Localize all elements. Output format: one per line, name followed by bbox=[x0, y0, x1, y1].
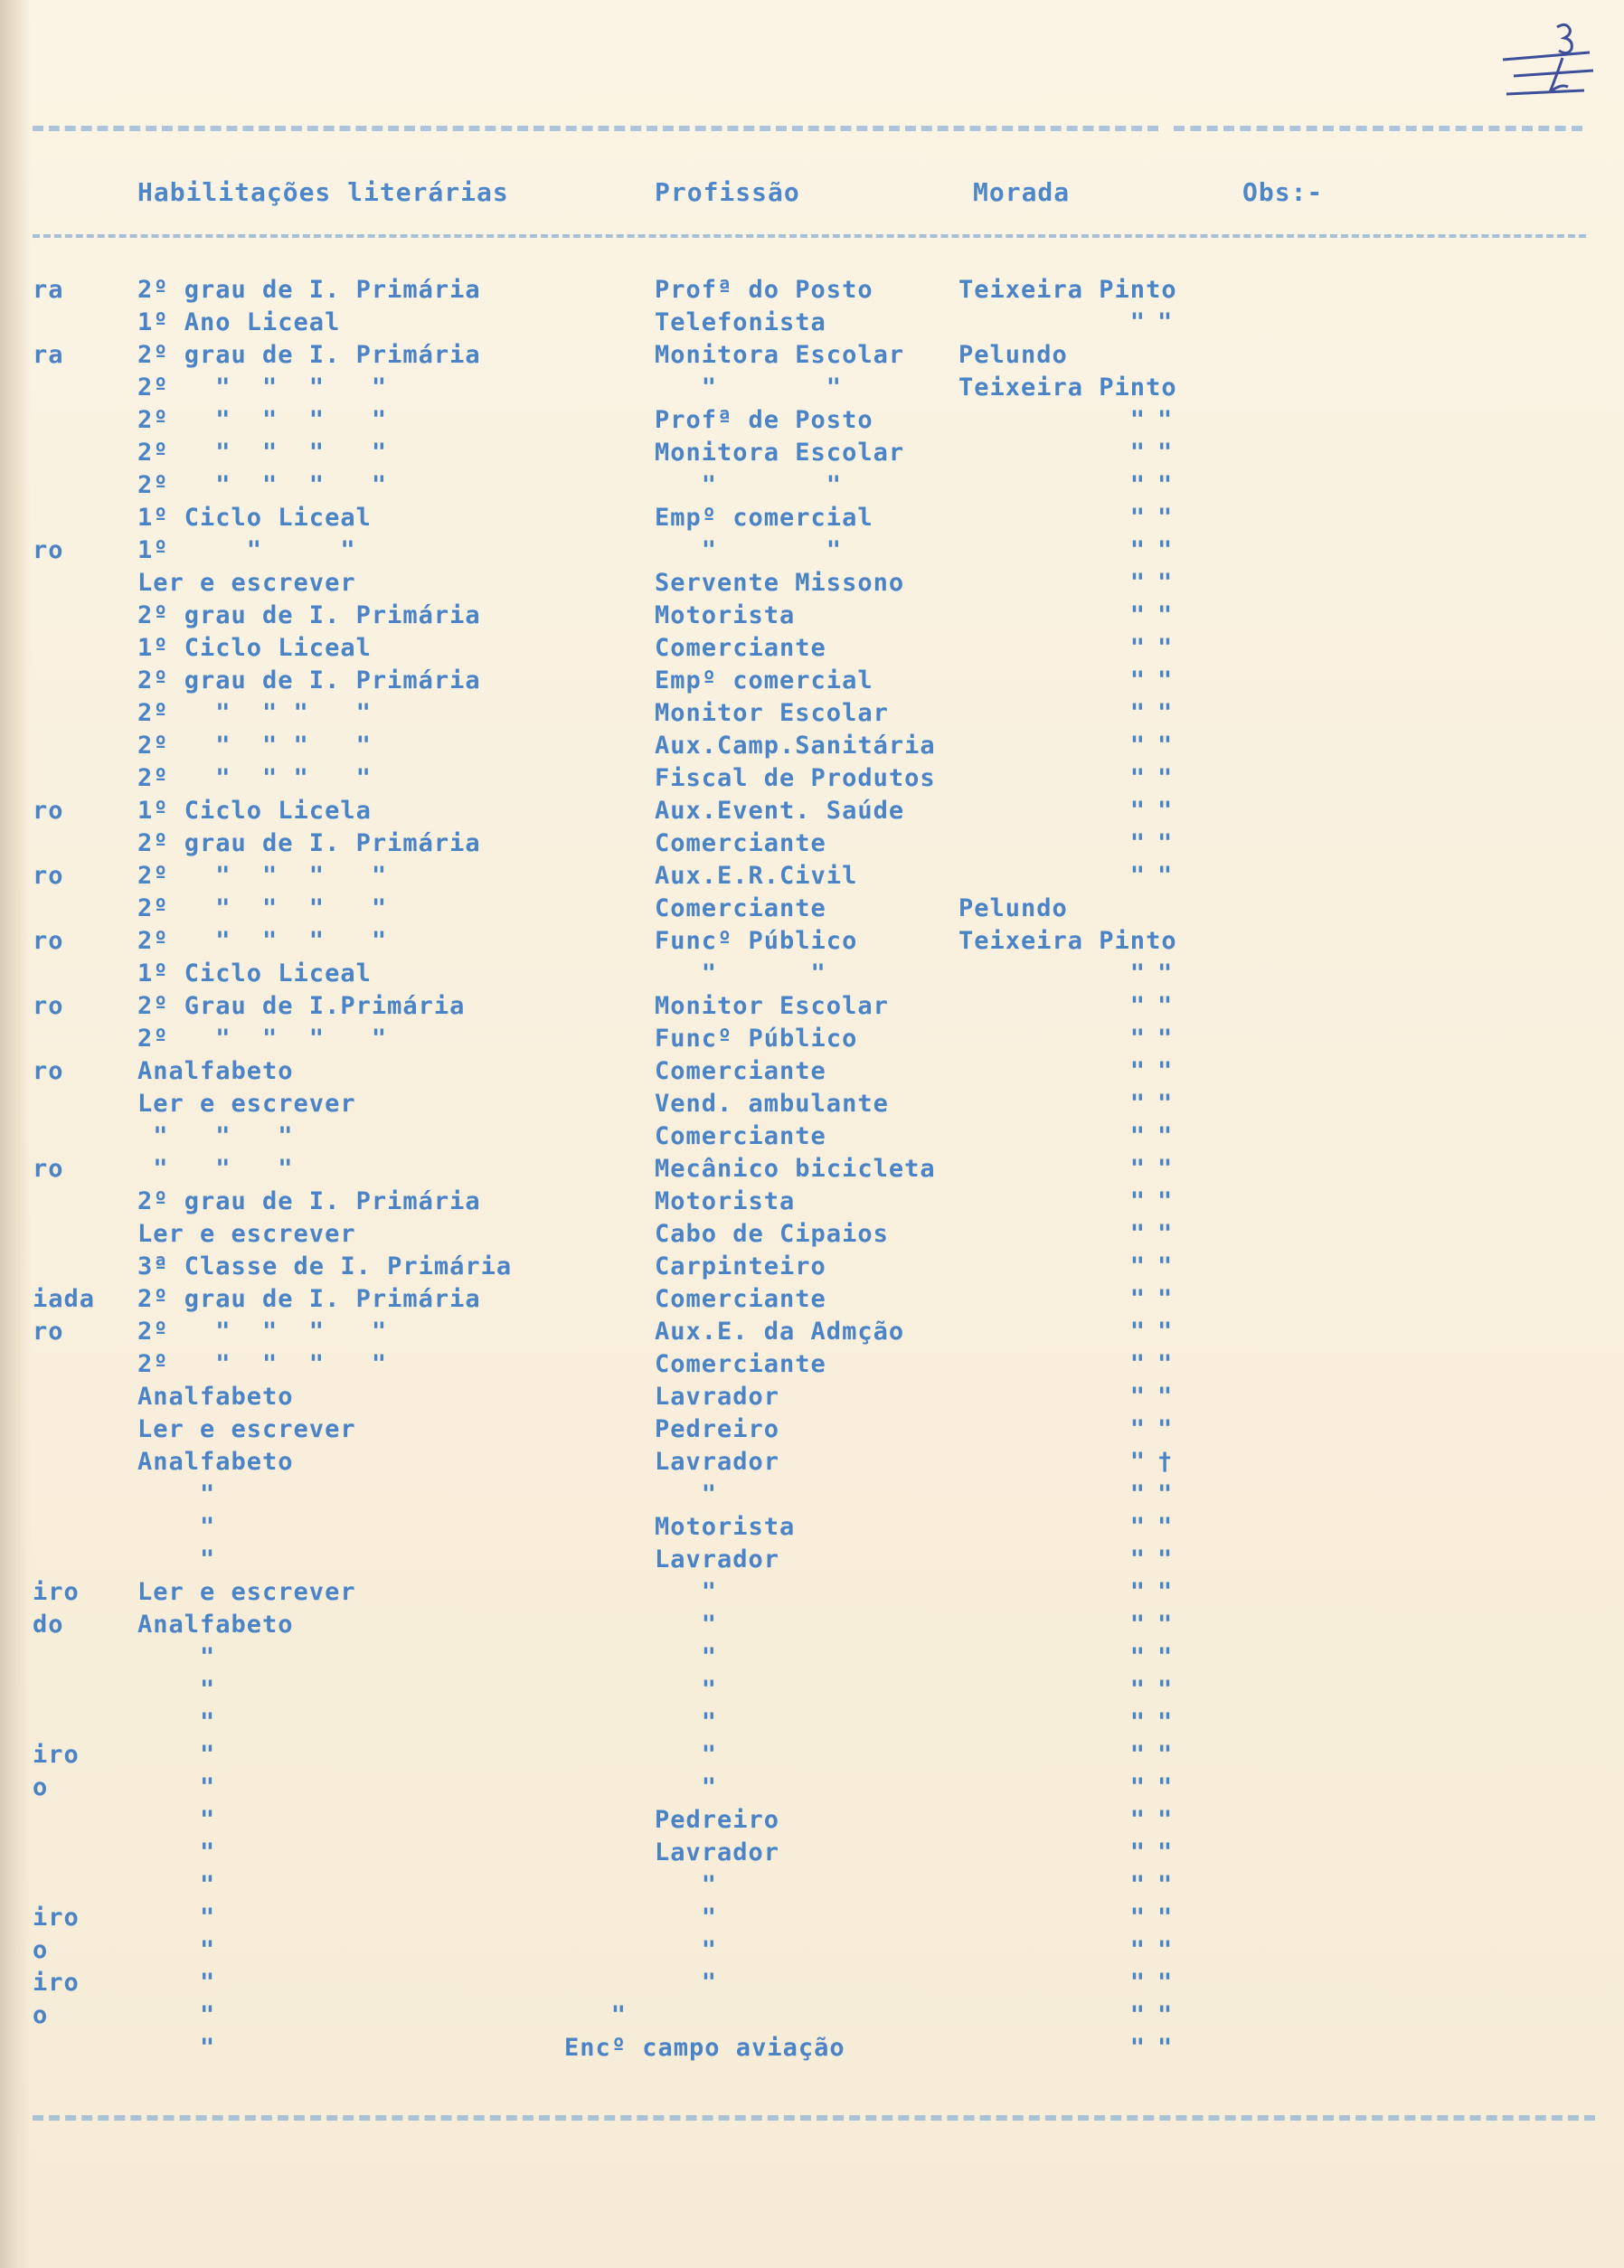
cell-prof: Profª de Posto bbox=[655, 406, 873, 434]
table-row bbox=[0, 893, 1624, 925]
cell-mor1: " bbox=[958, 1122, 1147, 1150]
cell-prof: Monitor Escolar bbox=[655, 699, 889, 727]
cell-mor2: " bbox=[1157, 1187, 1174, 1215]
cell-mor1: " bbox=[958, 666, 1147, 695]
cell-mor2: " bbox=[1157, 1545, 1174, 1573]
cell-hab: 2º " " " " bbox=[137, 1350, 388, 1378]
cell-mor1: " bbox=[958, 1513, 1147, 1541]
cell-mor1: " bbox=[958, 536, 1147, 564]
cell-mor2: " bbox=[1157, 439, 1174, 467]
table-row bbox=[0, 404, 1624, 437]
cell-hab: 2º grau de I. Primária bbox=[137, 601, 481, 629]
cell-prof: Cabo de Cipaios bbox=[655, 1220, 889, 1248]
header-profissao: Profissão bbox=[655, 177, 800, 207]
table-row bbox=[0, 925, 1624, 958]
cell-hab: 2º grau de I. Primária bbox=[137, 276, 481, 304]
cell-edge: iro bbox=[33, 1969, 80, 1997]
top-rule-left bbox=[33, 126, 1158, 131]
cell-prof: Carpinteiro bbox=[655, 1252, 826, 1280]
cell-mor1: " bbox=[958, 1252, 1147, 1280]
cell-prof: " bbox=[655, 1708, 718, 1736]
table-row bbox=[0, 1251, 1624, 1283]
cell-prof: Pedreiro bbox=[655, 1806, 780, 1834]
cell-prof: Servente Missono bbox=[655, 569, 905, 597]
cell-mor2: " bbox=[1157, 1350, 1174, 1378]
cell-mor2: " bbox=[1157, 1285, 1174, 1313]
cell-mor1: " bbox=[958, 1871, 1147, 1899]
cell-hab: 2º " " " " bbox=[137, 1318, 388, 1346]
cell-mor1: " bbox=[958, 1285, 1147, 1313]
table-row bbox=[0, 730, 1624, 762]
cell-mor1: " bbox=[958, 471, 1147, 499]
cell-hab: " bbox=[137, 1741, 216, 1769]
cell-mor2: " bbox=[1157, 1741, 1174, 1769]
cell-edge: iro bbox=[33, 1741, 80, 1769]
header-habilitacoes: Habilitações literárias bbox=[137, 177, 509, 207]
top-rule-right bbox=[1174, 126, 1582, 131]
table-row bbox=[0, 1186, 1624, 1218]
cell-mor2: " bbox=[1157, 1871, 1174, 1899]
cell-mor2: " bbox=[1157, 1057, 1174, 1085]
table-row bbox=[0, 1967, 1624, 1999]
header-rule bbox=[33, 234, 1586, 238]
cell-prof: " " bbox=[655, 536, 843, 564]
cell-mor1: " bbox=[958, 959, 1147, 988]
table-row bbox=[0, 307, 1624, 339]
cell-hab: " bbox=[137, 1936, 216, 1964]
table-row bbox=[0, 1153, 1624, 1186]
cell-hab: " bbox=[137, 1773, 216, 1801]
cell-hab: 2º " " " " bbox=[137, 373, 388, 402]
cell-mor1: " bbox=[958, 764, 1147, 792]
cell-prof: " bbox=[655, 1904, 718, 1932]
cell-mor2: " bbox=[1157, 1936, 1174, 1964]
cell-hab: Ler e escrever bbox=[137, 1220, 356, 1248]
table-row bbox=[0, 1316, 1624, 1348]
cell-mor2: " bbox=[1157, 504, 1174, 532]
cell-mor2: " bbox=[1157, 601, 1174, 629]
cell-mor2: " bbox=[1157, 1969, 1174, 1997]
cell-prof: " " bbox=[655, 471, 843, 499]
table-row bbox=[0, 1641, 1624, 1674]
cell-mor1: " bbox=[958, 1806, 1147, 1834]
table-row bbox=[0, 1088, 1624, 1120]
cell-mor1: " bbox=[958, 1220, 1147, 1248]
table-row bbox=[0, 339, 1624, 372]
cell-mor2: " bbox=[1157, 764, 1174, 792]
table-row bbox=[0, 1348, 1624, 1381]
cell-prof: Comerciante bbox=[655, 1122, 826, 1150]
cell-prof: Encº campo aviação bbox=[564, 2034, 845, 2062]
header-morada: Morada bbox=[973, 177, 1071, 207]
cell-edge: ro bbox=[33, 797, 64, 825]
table-row bbox=[0, 1576, 1624, 1609]
cell-mor1: " bbox=[958, 308, 1147, 336]
cell-mor2: " bbox=[1157, 406, 1174, 434]
cell-prof: Motorista bbox=[655, 1187, 796, 1215]
cell-mor2: " bbox=[1157, 471, 1174, 499]
cell-mor2: " bbox=[1157, 1318, 1174, 1346]
table-row bbox=[0, 665, 1624, 697]
cell-mor1: " bbox=[958, 504, 1147, 532]
cell-edge: ra bbox=[33, 276, 64, 304]
cell-mor1: " bbox=[958, 1415, 1147, 1443]
cell-prof: " bbox=[655, 1676, 718, 1704]
cell-hab: " bbox=[137, 1480, 216, 1508]
cell-edge: o bbox=[33, 1936, 49, 1964]
cell-hab: Analfabeto bbox=[137, 1611, 294, 1639]
cell-mor2: " bbox=[1157, 1806, 1174, 1834]
table-row bbox=[0, 1934, 1624, 1967]
cell-prof: Aux.E. da Admção bbox=[655, 1318, 905, 1346]
cell-mor1: " bbox=[958, 797, 1147, 825]
cell-prof: " bbox=[655, 1643, 718, 1671]
cell-mor1: " bbox=[958, 1545, 1147, 1573]
cell-hab: " bbox=[137, 1871, 216, 1899]
cell-edge: do bbox=[33, 1611, 64, 1639]
cell-hab: 1º Ciclo Liceal bbox=[137, 504, 372, 532]
table-row bbox=[0, 1772, 1624, 1804]
cell-hab: 2º grau de I. Primária bbox=[137, 666, 481, 695]
table-row bbox=[0, 1023, 1624, 1055]
cell-mor1: " bbox=[958, 1741, 1147, 1769]
cell-hab: " bbox=[137, 1806, 216, 1834]
table-row bbox=[0, 1218, 1624, 1251]
cell-prof: Empº comercial bbox=[655, 666, 873, 695]
cell-prof: " bbox=[655, 1611, 718, 1639]
cell-hab: 2º " " " " bbox=[137, 894, 388, 922]
cell-mor1: " bbox=[958, 1025, 1147, 1053]
cell-hab: 1º Ciclo Liceal bbox=[137, 634, 372, 662]
cell-edge: ro bbox=[33, 862, 64, 890]
table-row bbox=[0, 1544, 1624, 1576]
table-row bbox=[0, 1804, 1624, 1837]
table-row bbox=[0, 1055, 1624, 1088]
cell-hab: " bbox=[137, 1513, 216, 1541]
cell-hab: 2º " " " " bbox=[137, 927, 388, 955]
table-row bbox=[0, 534, 1624, 567]
cell-edge: o bbox=[33, 2001, 49, 2029]
cell-prof: Motorista bbox=[655, 601, 796, 629]
cell-mor1: " bbox=[958, 1090, 1147, 1118]
table-row bbox=[0, 1511, 1624, 1544]
cell-mor2: " bbox=[1157, 732, 1174, 760]
table-row bbox=[0, 990, 1624, 1023]
table-row bbox=[0, 2032, 1624, 2065]
cell-prof: Comerciante bbox=[655, 1057, 826, 1085]
cell-mor1: " bbox=[958, 1578, 1147, 1606]
cell-prof: " bbox=[655, 1741, 718, 1769]
cell-mor2: " bbox=[1157, 1643, 1174, 1671]
cell-mor2: " bbox=[1157, 2034, 1174, 2062]
cell-hab: 2º " " " " bbox=[137, 764, 372, 792]
table-row bbox=[0, 827, 1624, 860]
cell-hab: " bbox=[137, 1838, 216, 1866]
table-row bbox=[0, 1739, 1624, 1772]
cell-mor2: " bbox=[1157, 1415, 1174, 1443]
cell-hab: " bbox=[137, 2001, 216, 2029]
cell-hab: 1º Ciclo Licela bbox=[137, 797, 372, 825]
cell-prof: Comerciante bbox=[655, 1285, 826, 1313]
cell-hab: " bbox=[137, 1708, 216, 1736]
cell-mor2: " bbox=[1157, 1090, 1174, 1118]
cell-prof: Comerciante bbox=[655, 894, 826, 922]
cell-mor2: " bbox=[1157, 1155, 1174, 1183]
cell-prof: Comerciante bbox=[655, 829, 826, 857]
table-row bbox=[0, 1902, 1624, 1934]
cell-mor2: " bbox=[1157, 666, 1174, 695]
cell-hab: " bbox=[137, 1545, 216, 1573]
cell-mor1: " bbox=[958, 1155, 1147, 1183]
cell-mor2: " bbox=[1157, 1904, 1174, 1932]
cell-edge: ro bbox=[33, 1318, 64, 1346]
cell-prof: Monitora Escolar bbox=[655, 439, 905, 467]
cell-mor1: " bbox=[958, 1611, 1147, 1639]
cell-edge: ra bbox=[33, 341, 64, 369]
cell-hab: Ler e escrever bbox=[137, 1578, 356, 1606]
cell-mor1: " bbox=[958, 1838, 1147, 1866]
table-row bbox=[0, 1479, 1624, 1511]
cell-mor1: " bbox=[958, 1448, 1147, 1476]
table-row bbox=[0, 600, 1624, 632]
cell-mor2: " bbox=[1157, 1220, 1174, 1248]
cell-mor1: " bbox=[958, 1480, 1147, 1508]
table-row bbox=[0, 469, 1624, 502]
cell-mor1: " bbox=[958, 1708, 1147, 1736]
cell-prof: " bbox=[655, 1936, 718, 1964]
cell-mor1: " bbox=[958, 406, 1147, 434]
cell-hab: 1º Ano Liceal bbox=[137, 308, 341, 336]
cell-mor2: " bbox=[1157, 569, 1174, 597]
cell-edge: iada bbox=[33, 1285, 96, 1313]
table-row bbox=[0, 1446, 1624, 1479]
cell-prof: Lavrador bbox=[655, 1838, 780, 1866]
cell-prof: Profª do Posto bbox=[655, 276, 873, 304]
table-row bbox=[0, 437, 1624, 469]
cell-prof: " bbox=[655, 1969, 718, 1997]
cell-edge: ro bbox=[33, 927, 64, 955]
cell-hab: 2º " " " " bbox=[137, 732, 372, 760]
cell-edge: ro bbox=[33, 1155, 64, 1183]
table-row bbox=[0, 1999, 1624, 2032]
cell-hab: " " " bbox=[137, 1155, 294, 1183]
cell-prof: " bbox=[655, 1773, 718, 1801]
cell-hab: 2º " " " " bbox=[137, 439, 388, 467]
cell-prof: Lavrador bbox=[655, 1448, 780, 1476]
table-row bbox=[0, 372, 1624, 404]
table-row bbox=[0, 1674, 1624, 1706]
cell-hab: 2º Grau de I.Primária bbox=[137, 992, 466, 1020]
cell-prof: Fiscal de Produtos bbox=[655, 764, 936, 792]
cell-prof: " " bbox=[655, 373, 843, 402]
cell-prof: " bbox=[655, 1480, 718, 1508]
cell-prof: " " bbox=[655, 959, 826, 988]
cell-hab: Ler e escrever bbox=[137, 1415, 356, 1443]
table-row bbox=[0, 697, 1624, 730]
cell-hab: 2º grau de I. Primária bbox=[137, 1285, 481, 1313]
table-row bbox=[0, 762, 1624, 795]
cell-hab: 2º " " " " bbox=[137, 406, 388, 434]
cell-mor1: " bbox=[958, 569, 1147, 597]
cell-mor2: " bbox=[1157, 1383, 1174, 1411]
cell-mor2: † bbox=[1157, 1448, 1174, 1476]
cell-hab: " bbox=[137, 1676, 216, 1704]
table-row bbox=[0, 1283, 1624, 1316]
cell-hab: Analfabeto bbox=[137, 1057, 294, 1085]
cell-hab: 2º grau de I. Primária bbox=[137, 341, 481, 369]
table-body bbox=[0, 274, 1624, 2092]
cell-mor1: " bbox=[958, 992, 1147, 1020]
cell-hab: " bbox=[137, 1904, 216, 1932]
cell-mor2: " bbox=[1157, 1513, 1174, 1541]
cell-mor1: " bbox=[958, 829, 1147, 857]
cell-prof: " bbox=[655, 1578, 718, 1606]
cell-hab: " bbox=[137, 2034, 216, 2062]
cell-prof: Monitora Escolar bbox=[655, 341, 905, 369]
cell-mor1: " bbox=[958, 1904, 1147, 1932]
table-row bbox=[0, 632, 1624, 665]
cell-prof: Aux.Camp.Sanitária bbox=[655, 732, 936, 760]
cell-mor2: " bbox=[1157, 536, 1174, 564]
cell-mor2: " bbox=[1157, 829, 1174, 857]
cell-mor2: " bbox=[1157, 1611, 1174, 1639]
cell-hab: 2º " " " " bbox=[137, 471, 388, 499]
cell-edge: ro bbox=[33, 992, 64, 1020]
cell-hab: " bbox=[137, 1969, 216, 1997]
table-row bbox=[0, 1120, 1624, 1153]
cell-mor1: " bbox=[958, 439, 1147, 467]
cell-prof: Aux.E.R.Civil bbox=[655, 862, 858, 890]
cell-mor2: " bbox=[1157, 1773, 1174, 1801]
cell-prof: Comerciante bbox=[655, 1350, 826, 1378]
table-row bbox=[0, 795, 1624, 827]
table-row bbox=[0, 1706, 1624, 1739]
cell-mor2: " bbox=[1157, 699, 1174, 727]
table-row bbox=[0, 1837, 1624, 1869]
cell-mor2: " bbox=[1157, 1252, 1174, 1280]
cell-mor1: " bbox=[958, 2034, 1147, 2062]
table-row bbox=[0, 1381, 1624, 1413]
cell-hab: 2º " " " " bbox=[137, 862, 388, 890]
cell-edge: ro bbox=[33, 536, 64, 564]
handwritten-page-number bbox=[1494, 20, 1602, 110]
cell-mor2: " bbox=[1157, 1838, 1174, 1866]
cell-mor1: Pelundo bbox=[958, 894, 1068, 922]
cell-mor1: " bbox=[958, 1773, 1147, 1801]
cell-prof: " bbox=[564, 2001, 628, 2029]
cell-mor2: " bbox=[1157, 1122, 1174, 1150]
cell-prof: Funcº Público bbox=[655, 1025, 858, 1053]
cell-hab: Ler e escrever bbox=[137, 1090, 356, 1118]
cell-mor1: " bbox=[958, 699, 1147, 727]
cell-mor1: " bbox=[958, 732, 1147, 760]
cell-prof: Vend. ambulante bbox=[655, 1090, 889, 1118]
cell-prof: " bbox=[655, 1871, 718, 1899]
cell-hab: 2º " " " " bbox=[137, 699, 372, 727]
cell-mor1: " bbox=[958, 1057, 1147, 1085]
cell-mor2: " bbox=[1157, 308, 1174, 336]
table-row bbox=[0, 502, 1624, 534]
cell-mor1: " bbox=[958, 1969, 1147, 1997]
cell-mor1: " bbox=[958, 1936, 1147, 1964]
cell-mor1: " bbox=[958, 634, 1147, 662]
cell-mor2: " bbox=[1157, 1708, 1174, 1736]
cell-hab: 2º " " " " bbox=[137, 1025, 388, 1053]
cell-prof: Comerciante bbox=[655, 634, 826, 662]
cell-hab: 1º " " bbox=[137, 536, 356, 564]
cell-prof: Lavrador bbox=[655, 1383, 780, 1411]
cell-hab: Analfabeto bbox=[137, 1383, 294, 1411]
cell-mor2: " bbox=[1157, 1676, 1174, 1704]
cell-prof: Motorista bbox=[655, 1513, 796, 1541]
cell-mor1: " bbox=[958, 1383, 1147, 1411]
cell-mor2: " bbox=[1157, 1578, 1174, 1606]
cell-prof: Mecânico bicicleta bbox=[655, 1155, 936, 1183]
cell-edge: iro bbox=[33, 1578, 80, 1606]
cell-edge: iro bbox=[33, 1904, 80, 1932]
cell-hab: Ler e escrever bbox=[137, 569, 356, 597]
cell-prof: Lavrador bbox=[655, 1545, 780, 1573]
cell-mor1: " bbox=[958, 1643, 1147, 1671]
cell-mor1: " bbox=[958, 1350, 1147, 1378]
cell-mor1: Teixeira Pinto bbox=[958, 927, 1177, 955]
table-row bbox=[0, 1413, 1624, 1446]
cell-mor2: " bbox=[1157, 862, 1174, 890]
cell-hab: 3ª Classe de I. Primária bbox=[137, 1252, 513, 1280]
table-row bbox=[0, 1609, 1624, 1641]
cell-mor2: " bbox=[1157, 2001, 1174, 2029]
cell-mor1: " bbox=[958, 1676, 1147, 1704]
bottom-rule bbox=[33, 2115, 1595, 2121]
cell-prof: Monitor Escolar bbox=[655, 992, 889, 1020]
cell-mor2: " bbox=[1157, 634, 1174, 662]
cell-prof: Aux.Event. Saúde bbox=[655, 797, 905, 825]
header-obs: Obs:- bbox=[1242, 177, 1324, 207]
cell-mor1: Teixeira Pinto bbox=[958, 373, 1177, 402]
cell-mor2: " bbox=[1157, 1480, 1174, 1508]
cell-hab: 2º grau de I. Primária bbox=[137, 1187, 481, 1215]
cell-mor2: " bbox=[1157, 797, 1174, 825]
cell-mor1: " bbox=[958, 1187, 1147, 1215]
cell-hab: " " " bbox=[137, 1122, 294, 1150]
table-row bbox=[0, 1869, 1624, 1902]
cell-edge: o bbox=[33, 1773, 49, 1801]
cell-mor1: Teixeira Pinto bbox=[958, 276, 1177, 304]
cell-edge: ro bbox=[33, 1057, 64, 1085]
cell-mor2: " bbox=[1157, 992, 1174, 1020]
cell-prof: Empº comercial bbox=[655, 504, 873, 532]
cell-hab: " bbox=[137, 1643, 216, 1671]
table-row bbox=[0, 860, 1624, 893]
cell-hab: 1º Ciclo Liceal bbox=[137, 959, 372, 988]
cell-mor1: " bbox=[958, 601, 1147, 629]
cell-hab: Analfabeto bbox=[137, 1448, 294, 1476]
cell-mor2: " bbox=[1157, 1025, 1174, 1053]
cell-mor1: Pelundo bbox=[958, 341, 1068, 369]
cell-mor1: " bbox=[958, 862, 1147, 890]
cell-hab: 2º grau de I. Primária bbox=[137, 829, 481, 857]
table-row bbox=[0, 958, 1624, 990]
table-row bbox=[0, 274, 1624, 307]
cell-prof: Telefonista bbox=[655, 308, 826, 336]
cell-prof: Pedreiro bbox=[655, 1415, 780, 1443]
cell-mor1: " bbox=[958, 2001, 1147, 2029]
cell-mor2: " bbox=[1157, 959, 1174, 988]
table-row bbox=[0, 567, 1624, 600]
cell-prof: Funcº Público bbox=[655, 927, 858, 955]
cell-mor1: " bbox=[958, 1318, 1147, 1346]
